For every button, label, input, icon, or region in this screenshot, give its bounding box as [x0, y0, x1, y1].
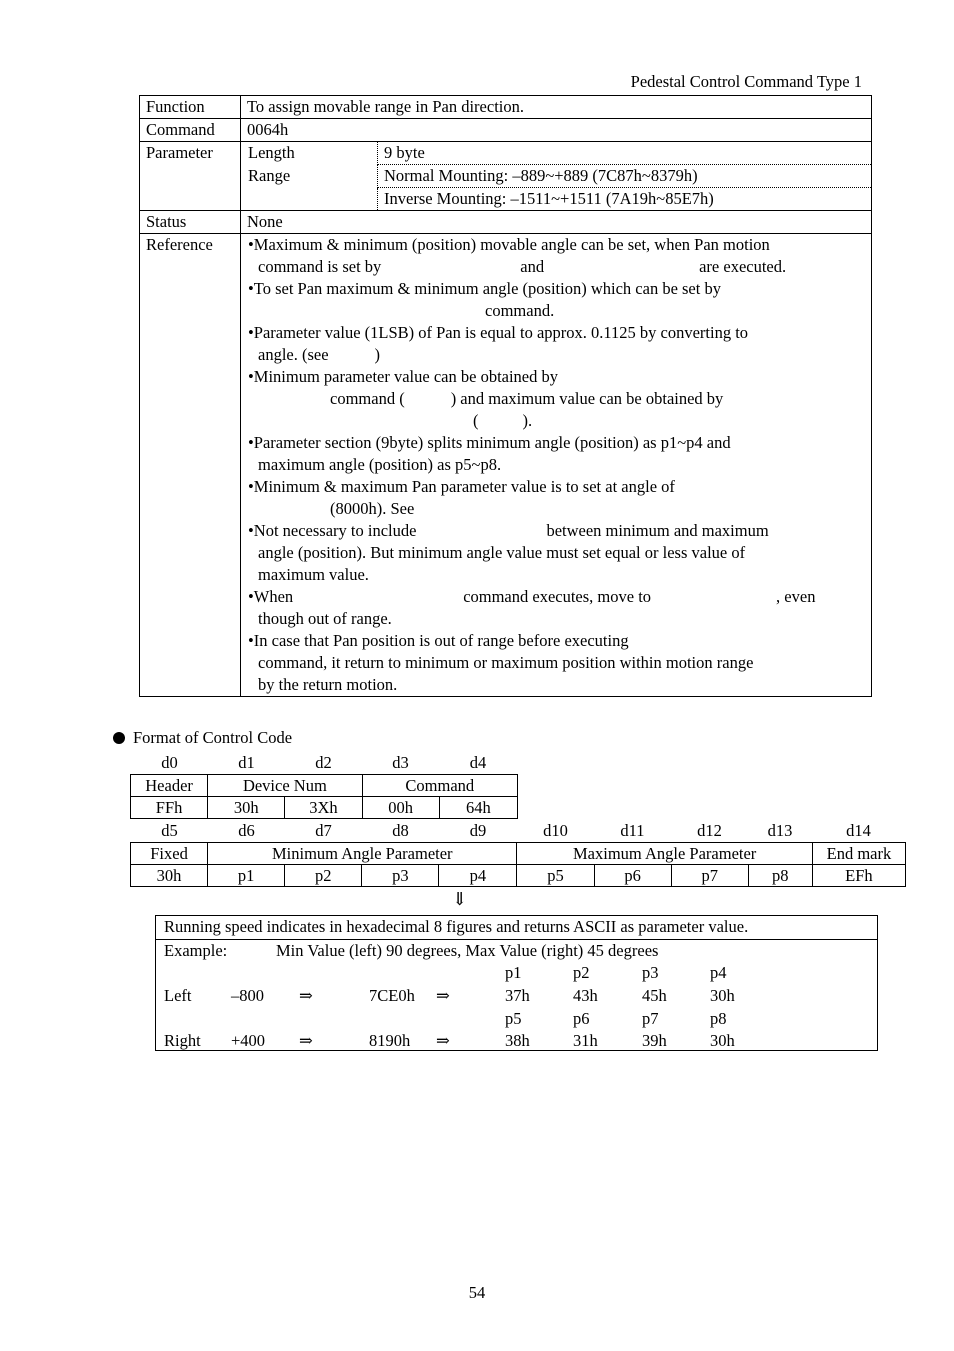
param-label: p2 [573, 963, 590, 982]
reference-item: •Parameter value (1LSB) of Pan is equal to approx. 0.1125 by converting to angle. (see ) [248, 323, 749, 364]
left-row-name: Left [164, 986, 192, 1005]
right-row-value: +400 [231, 1031, 266, 1050]
example-description: Min Value (left) 90 degrees, Max Value (right) 45 degrees [276, 941, 659, 960]
status-label: Status [140, 211, 241, 234]
parameter-subtable [241, 142, 871, 210]
range-inverse: Inverse Mounting: –1511~+1511 (7A19h~85E7h) [378, 188, 872, 211]
max-angle-field-label: Maximum Angle Parameter [517, 843, 812, 865]
length-label: Length [248, 143, 295, 162]
reference-item: •Not necessary to include between minimum and maximum angle (position). But minimum angle value must set equal or less value of maximum value. [248, 521, 769, 584]
right-row-hex: 8190h [369, 1031, 411, 1050]
byte-value: 30h [131, 865, 208, 887]
byte-value: EFh [812, 865, 905, 887]
command-spec-table [139, 95, 872, 697]
command-field-label: Command [362, 775, 517, 797]
control-code-table-2 [130, 842, 906, 887]
byte-label: d14 [846, 821, 871, 840]
parameter-label: Parameter [140, 142, 241, 211]
byte-label: d5 [161, 821, 178, 840]
param-label: p4 [710, 963, 727, 982]
ascii-value: 30h [710, 1031, 735, 1050]
right-arrow-icon: ⇒ [436, 1031, 450, 1050]
byte-value: p7 [671, 865, 748, 887]
byte-value: p4 [439, 865, 517, 887]
byte-value: 64h [439, 797, 517, 819]
reference-item: •To set Pan maximum & minimum angle (position) which can be set by command. [248, 279, 721, 320]
left-row-hex: 7CE0h [369, 986, 415, 1005]
down-arrow-icon: ⇓ [452, 889, 468, 909]
byte-value: p2 [285, 865, 362, 887]
ascii-value: 30h [710, 986, 735, 1005]
right-row-name: Right [164, 1031, 201, 1050]
control-code-table-1 [130, 774, 518, 819]
function-value: To assign movable range in Pan direction. [241, 96, 872, 119]
reference-item: •In case that Pan position is out of range before executing command, it return to minimum or maximum position within motion range by the return motion. [248, 631, 754, 694]
byte-label: d4 [469, 753, 487, 772]
function-label: Function [140, 96, 241, 119]
byte-label: d9 [469, 821, 487, 840]
param-label: p6 [573, 1009, 590, 1028]
fixed-field-label: Fixed [131, 843, 208, 865]
ascii-value: 45h [642, 986, 667, 1005]
byte-label: d8 [392, 821, 409, 840]
header-field-label: Header [131, 775, 208, 797]
param-label: p5 [505, 1009, 522, 1028]
right-arrow-icon: ⇒ [436, 986, 450, 1005]
byte-value: 30h [208, 797, 285, 819]
length-value: 9 byte [378, 142, 872, 165]
byte-label: d11 [620, 821, 645, 840]
end-mark-field-label: End mark [812, 843, 905, 865]
byte-value: p6 [594, 865, 671, 887]
param-label: p1 [505, 963, 522, 982]
example-label: Example: [164, 941, 228, 960]
ascii-value: 37h [505, 986, 530, 1005]
byte-label: d6 [238, 821, 255, 840]
byte-value: p8 [748, 865, 812, 887]
bullet-icon [113, 732, 125, 744]
range-normal: Normal Mounting: –889~+889 (7C87h~8379h) [378, 165, 872, 188]
ascii-value: 43h [573, 986, 598, 1005]
reference-item: •Maximum & minimum (position) movable angle can be set, when Pan motion command is set by and are executed. [248, 235, 787, 276]
reference-item: •Minimum parameter value can be obtained by command ( ) and maximum value can be obtained by ( ). [248, 367, 724, 430]
format-section-title: Format of Control Code [113, 728, 292, 748]
byte-label: d7 [315, 821, 332, 840]
page-header-title: Pedestal Control Command Type 1 [630, 72, 862, 91]
example-box [155, 915, 878, 1051]
reference-cell [241, 234, 872, 697]
right-arrow-icon: ⇒ [299, 986, 313, 1005]
byte-label: d13 [767, 821, 793, 840]
parameter-cell [241, 142, 872, 211]
ascii-value: 38h [505, 1031, 530, 1050]
page-number: 54 [468, 1283, 486, 1302]
command-label: Command [140, 119, 241, 142]
range-label: Range [248, 165, 291, 185]
byte-value: 3Xh [285, 797, 362, 819]
status-value: None [241, 211, 872, 234]
right-arrow-icon: ⇒ [299, 1031, 313, 1050]
byte-label: d0 [161, 753, 178, 772]
byte-label: d10 [543, 821, 568, 840]
min-angle-field-label: Minimum Angle Parameter [208, 843, 517, 865]
param-label: p7 [642, 1009, 659, 1028]
param-label: p8 [710, 1009, 727, 1028]
byte-label: d3 [392, 753, 409, 772]
reference-item: •Parameter section (9byte) splits minimum angle (position) as p1~p4 and maximum angle (position) as p5~p8. [248, 433, 731, 474]
ascii-value: 31h [573, 1031, 598, 1050]
byte-label: d12 [697, 821, 722, 840]
reference-item: •Minimum & maximum Pan parameter value is to set at angle of (8000h). See [248, 477, 675, 518]
reference-label: Reference [140, 234, 241, 697]
reference-item: •When command executes, move to , even though out of range. [248, 587, 816, 628]
left-row-value: –800 [231, 986, 264, 1005]
param-label: p3 [642, 963, 659, 982]
byte-label: d2 [315, 753, 332, 772]
command-value: 0064h [241, 119, 872, 142]
device-num-field-label: Device Num [208, 775, 362, 797]
byte-label: d1 [238, 753, 255, 772]
byte-value: 00h [362, 797, 439, 819]
ascii-value: 39h [642, 1031, 667, 1050]
byte-value: p3 [362, 865, 439, 887]
example-header: Running speed indicates in hexadecimal 8 figures and returns ASCII as parameter value. [156, 916, 877, 940]
byte-value: p1 [208, 865, 285, 887]
byte-value: FFh [131, 797, 208, 819]
byte-value: p5 [517, 865, 594, 887]
